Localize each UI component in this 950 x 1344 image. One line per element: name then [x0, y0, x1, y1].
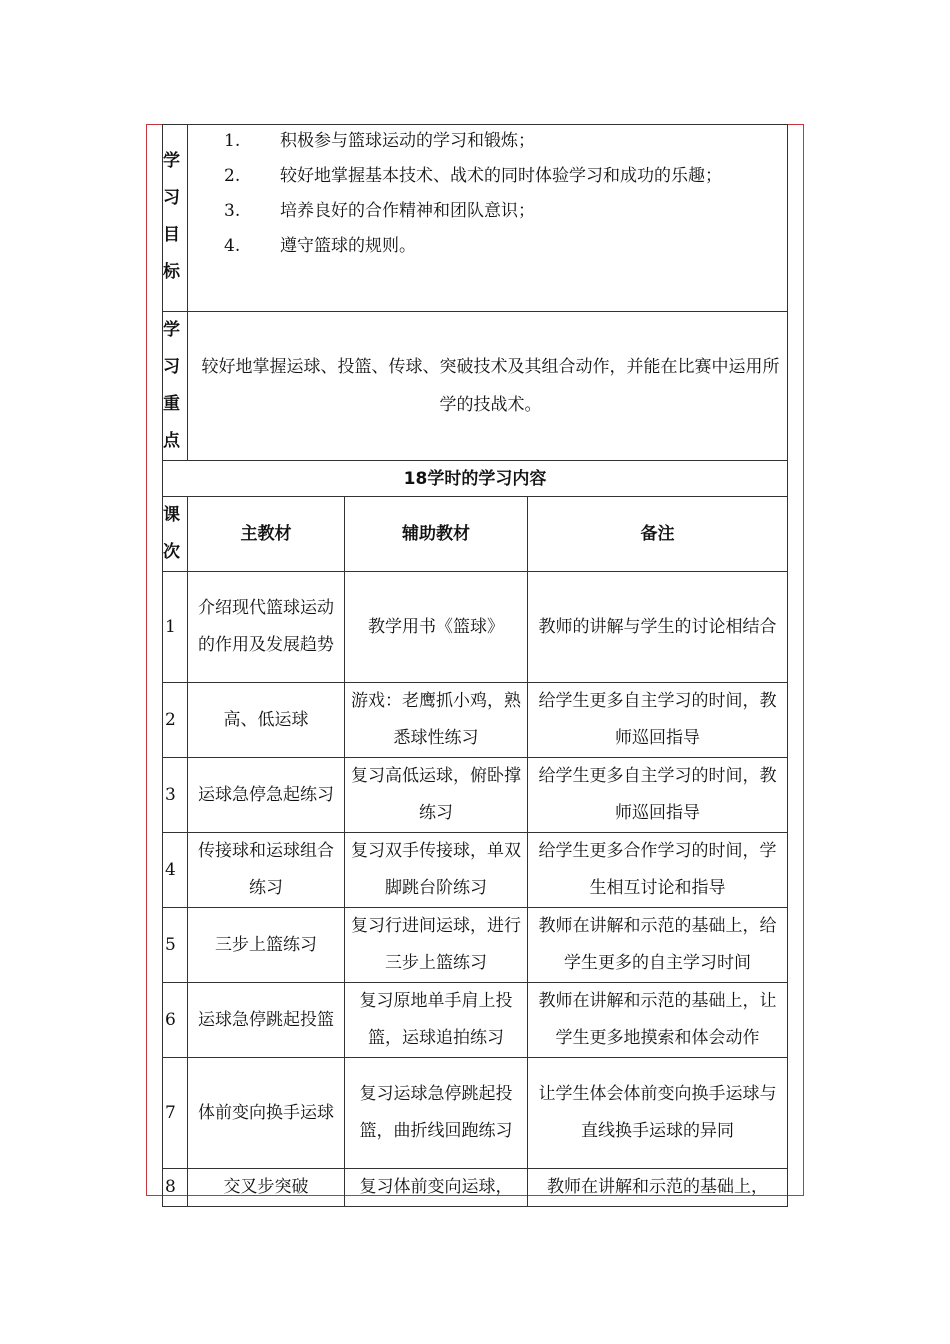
lesson-number: 8: [163, 1169, 188, 1207]
note-cell: 给学生更多自主学习的时间，教师巡回指导: [528, 758, 788, 833]
lesson-column-header: [163, 497, 188, 572]
objectives-label: [163, 125, 188, 312]
schedule-title-row: [163, 461, 788, 497]
table-row: [163, 1169, 788, 1207]
main-material-cell: 传接球和运球组合练习: [188, 833, 345, 908]
main-material-cell: 运球急停急起练习: [188, 758, 345, 833]
table-row: [163, 758, 788, 833]
note-cell: 让学生体会体前变向换手运球与直线换手运球的异同: [528, 1058, 788, 1169]
schedule-header-row: [163, 497, 788, 572]
lesson-plan-table: [162, 124, 788, 1207]
main-material-cell: 体前变向换手运球: [188, 1058, 345, 1169]
lesson-number: 7: [163, 1058, 188, 1169]
main-material-cell: 运球急停跳起投篮: [188, 983, 345, 1058]
main-material-cell: 交叉步突破: [188, 1169, 345, 1207]
label-char: 学: [163, 320, 180, 340]
table-row: [163, 683, 788, 758]
aux-material-cell: 复习体前变向运球，: [345, 1169, 528, 1207]
objective-item: 1. 积极参与篮球运动的学习和锻炼；: [224, 131, 535, 151]
schedule-title: 18学时的学习内容: [163, 461, 788, 497]
aux-material-header: 辅助教材: [345, 497, 528, 572]
aux-material-cell: 复习双手传接球，单双脚跳台阶练习: [345, 833, 528, 908]
lesson-number: 3: [163, 758, 188, 833]
lesson-number: 2: [163, 683, 188, 758]
label-char: 重: [163, 394, 180, 414]
label-char: 次: [163, 542, 180, 562]
aux-material-cell: 复习行进间运球，进行三步上篮练习: [345, 908, 528, 983]
lesson-number: 4: [163, 833, 188, 908]
objective-item: 4. 遵守篮球的规则。: [224, 236, 416, 256]
label-char: 习: [163, 188, 180, 208]
table-row: [163, 572, 788, 683]
objective-item: 2. 较好地掌握基本技术、战术的同时体验学习和成功的乐趣；: [224, 166, 722, 186]
main-material-header: 主教材: [188, 497, 345, 572]
label-char: 学: [163, 151, 180, 171]
table-row: [163, 833, 788, 908]
label-char: 点: [163, 431, 180, 451]
aux-material-cell: 游戏：老鹰抓小鸡，熟悉球性练习: [345, 683, 528, 758]
note-cell: 教师在讲解和示范的基础上，让学生更多地摸索和体会动作: [528, 983, 788, 1058]
label-char: 目: [163, 225, 180, 245]
label-char: 习: [163, 357, 180, 377]
note-cell: 教师在讲解和示范的基础上，: [528, 1169, 788, 1207]
lesson-plan-table-wrapper: [162, 124, 788, 1207]
aux-material-cell: 复习运球急停跳起投篮，曲折线回跑练习: [345, 1058, 528, 1169]
main-material-cell: 介绍现代篮球运动的作用及发展趋势: [188, 572, 345, 683]
main-material-cell: 三步上篮练习: [188, 908, 345, 983]
objectives-row: [163, 125, 788, 312]
table-row: [163, 908, 788, 983]
note-cell: 教师的讲解与学生的讨论相结合: [528, 572, 788, 683]
lesson-number: 1: [163, 572, 188, 683]
objectives-list: [188, 125, 788, 312]
key-points-text: 较好地掌握运球、投篮、传球、突破技术及其组合动作，并能在比赛中运用所学的技战术。: [188, 312, 788, 461]
table-row: [163, 1058, 788, 1169]
objective-item: 3. 培养良好的合作精神和团队意识；: [224, 201, 535, 221]
note-header: 备注: [528, 497, 788, 572]
aux-material-cell: 复习原地单手肩上投篮，运球追拍练习: [345, 983, 528, 1058]
aux-material-cell: 教学用书《篮球》: [345, 572, 528, 683]
lesson-number: 5: [163, 908, 188, 983]
key-points-row: [163, 312, 788, 461]
label-char: 课: [163, 505, 180, 525]
note-cell: 给学生更多自主学习的时间，教师巡回指导: [528, 683, 788, 758]
label-char: 标: [163, 262, 180, 282]
main-material-cell: 高、低运球: [188, 683, 345, 758]
aux-material-cell: 复习高低运球，俯卧撑练习: [345, 758, 528, 833]
table-row: [163, 983, 788, 1058]
key-points-label: [163, 312, 188, 461]
note-cell: 给学生更多合作学习的时间，学生相互讨论和指导: [528, 833, 788, 908]
lesson-number: 6: [163, 983, 188, 1058]
note-cell: 教师在讲解和示范的基础上，给学生更多的自主学习时间: [528, 908, 788, 983]
